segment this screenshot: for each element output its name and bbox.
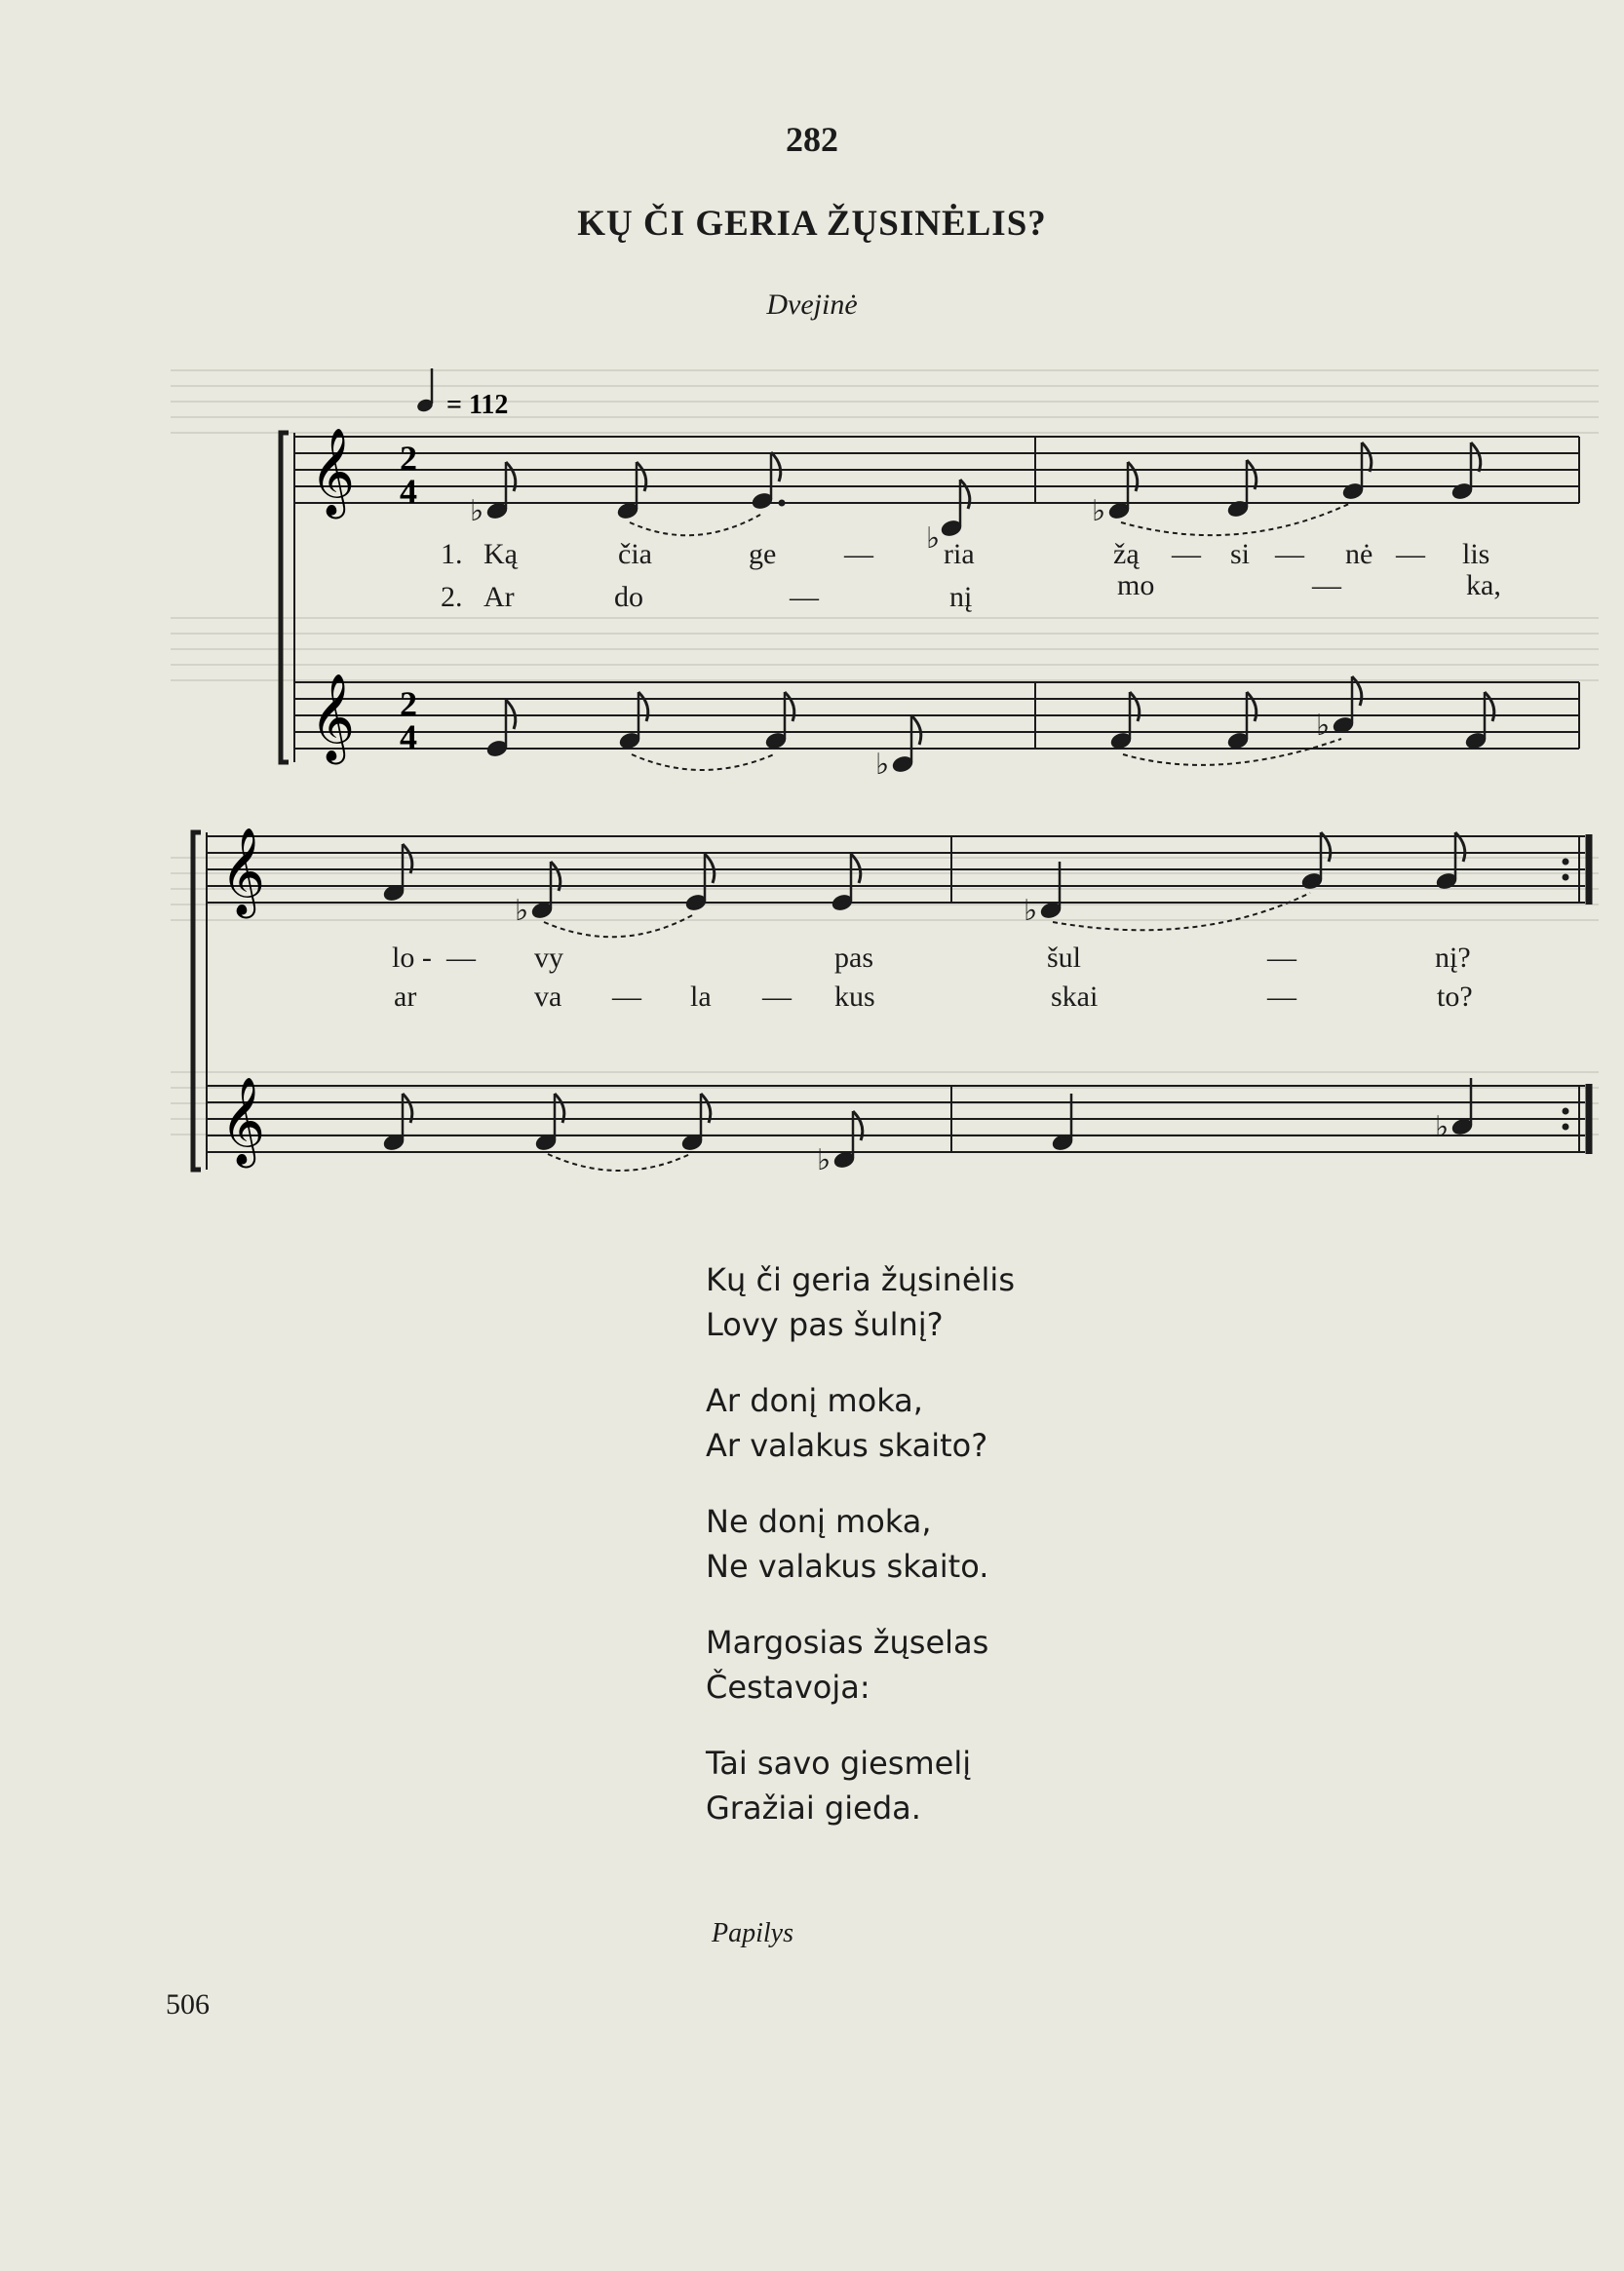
poem-line: Tai savo giesmelį xyxy=(706,1745,972,1782)
poem-line: Čestavoja: xyxy=(706,1669,870,1706)
staff-2-upper-slurs xyxy=(544,893,1310,937)
svg-text:čia: čia xyxy=(618,538,652,570)
svg-text:—: — xyxy=(844,538,873,570)
place-of-origin: Papilys xyxy=(712,1918,793,1948)
svg-text:—: — xyxy=(1172,538,1201,570)
svg-text:♭: ♭ xyxy=(1024,895,1038,927)
svg-text:nį: nį xyxy=(949,581,973,613)
treble-clef-icon: 𝄞 xyxy=(310,674,356,761)
poem-line: Ne valakus skaito. xyxy=(706,1548,989,1585)
svg-text:♭: ♭ xyxy=(926,522,941,555)
staff-1-lower-notes xyxy=(485,676,1494,781)
svg-text:ria: ria xyxy=(944,538,975,570)
svg-text:la: la xyxy=(690,981,712,1013)
lyrics-system-2-verse-2 xyxy=(394,981,1473,1013)
time-signature-bottom: 4 xyxy=(400,717,417,756)
svg-text:to?: to? xyxy=(1437,981,1473,1013)
stanza-2 xyxy=(706,1378,1015,1468)
svg-text:žą: žą xyxy=(1113,538,1140,570)
svg-text:—: — xyxy=(1396,538,1425,570)
poem-text xyxy=(706,1257,1015,1862)
stanza-4 xyxy=(706,1620,1015,1710)
svg-text:—: — xyxy=(446,942,476,974)
svg-text:—: — xyxy=(790,581,819,613)
svg-text:2.: 2. xyxy=(441,581,463,613)
song-subtitle: Dvejinė xyxy=(766,289,858,321)
lyrics-system-2-verse-1 xyxy=(392,942,1471,974)
svg-text:♭: ♭ xyxy=(817,1144,831,1176)
poem-line: Ar valakus skaito? xyxy=(706,1427,988,1464)
svg-text:Ar: Ar xyxy=(483,581,515,613)
svg-text:♭: ♭ xyxy=(875,749,890,781)
svg-text:lo -: lo - xyxy=(392,942,432,974)
svg-text:do: do xyxy=(614,581,643,613)
tempo-marking xyxy=(415,368,508,420)
svg-text:ge: ge xyxy=(749,538,777,570)
svg-text:Ką: Ką xyxy=(483,538,518,570)
stanza-5 xyxy=(706,1741,1015,1830)
treble-clef-icon: 𝄞 xyxy=(310,428,356,516)
poem-line: Lovy pas šulnį? xyxy=(706,1306,944,1343)
staff-2-lower-notes xyxy=(382,1078,1474,1176)
svg-text:skai: skai xyxy=(1051,981,1099,1013)
svg-text:ka,: ka, xyxy=(1466,569,1501,601)
time-signature-top: 2 xyxy=(400,439,417,478)
staff-2-upper xyxy=(207,836,1585,903)
svg-text:nį?: nį? xyxy=(1435,942,1471,974)
time-signature-top: 2 xyxy=(400,684,417,723)
svg-text:pas: pas xyxy=(834,942,873,974)
stanza-3 xyxy=(706,1499,1015,1589)
poem-line: Kų či geria žųsinėlis xyxy=(706,1261,1015,1298)
svg-text:—: — xyxy=(612,981,641,1013)
svg-text:♭: ♭ xyxy=(1316,710,1331,742)
svg-text:nė: nė xyxy=(1345,538,1373,570)
system-1 xyxy=(281,428,1579,781)
svg-text:vy: vy xyxy=(534,942,563,974)
treble-clef-icon: 𝄞 xyxy=(220,828,266,915)
treble-clef-icon: 𝄞 xyxy=(220,1077,266,1165)
svg-text:1.: 1. xyxy=(441,538,463,570)
staff-1-lower xyxy=(294,682,1579,749)
staff-2-lower xyxy=(207,1086,1585,1152)
svg-text:—: — xyxy=(1275,538,1304,570)
svg-text:♭: ♭ xyxy=(470,495,484,527)
poem-line: Margosias žųselas xyxy=(706,1624,989,1661)
time-signature-bottom: 4 xyxy=(400,472,417,511)
svg-text:kus: kus xyxy=(834,981,875,1013)
poem-line: Ar donį moka, xyxy=(706,1382,923,1419)
staff-2-upper-notes xyxy=(382,832,1465,927)
svg-text:—: — xyxy=(762,981,792,1013)
lyrics-system-1-verse-1 xyxy=(441,538,1489,570)
song-number: 282 xyxy=(786,120,838,159)
svg-text:♭: ♭ xyxy=(1435,1111,1450,1143)
lyrics-system-1-verse-2 xyxy=(441,569,1501,613)
tempo-text: = 112 xyxy=(446,390,509,420)
svg-text:ar: ar xyxy=(394,981,417,1013)
stanza-1 xyxy=(706,1257,1015,1347)
svg-text:—: — xyxy=(1312,569,1341,601)
system-2 xyxy=(193,828,1589,1176)
staff-1-upper xyxy=(294,437,1579,503)
svg-text:va: va xyxy=(534,981,562,1013)
poem-line: Ne donį moka, xyxy=(706,1503,932,1540)
svg-text:—: — xyxy=(1267,942,1296,974)
svg-text:♭: ♭ xyxy=(515,895,529,927)
svg-text:lis: lis xyxy=(1462,538,1490,570)
page-number: 506 xyxy=(166,1988,210,2021)
svg-text:si: si xyxy=(1230,538,1251,570)
svg-text:šul: šul xyxy=(1047,942,1082,974)
svg-text:♭: ♭ xyxy=(1092,495,1106,527)
staff-2-lower-slurs xyxy=(548,1154,690,1171)
svg-text:—: — xyxy=(1267,981,1296,1013)
song-title: KŲ ČI GERIA ŽŲSINĖLIS? xyxy=(577,204,1047,244)
poem-line: Gražiai gieda. xyxy=(706,1790,921,1827)
svg-text:mo: mo xyxy=(1117,569,1155,601)
